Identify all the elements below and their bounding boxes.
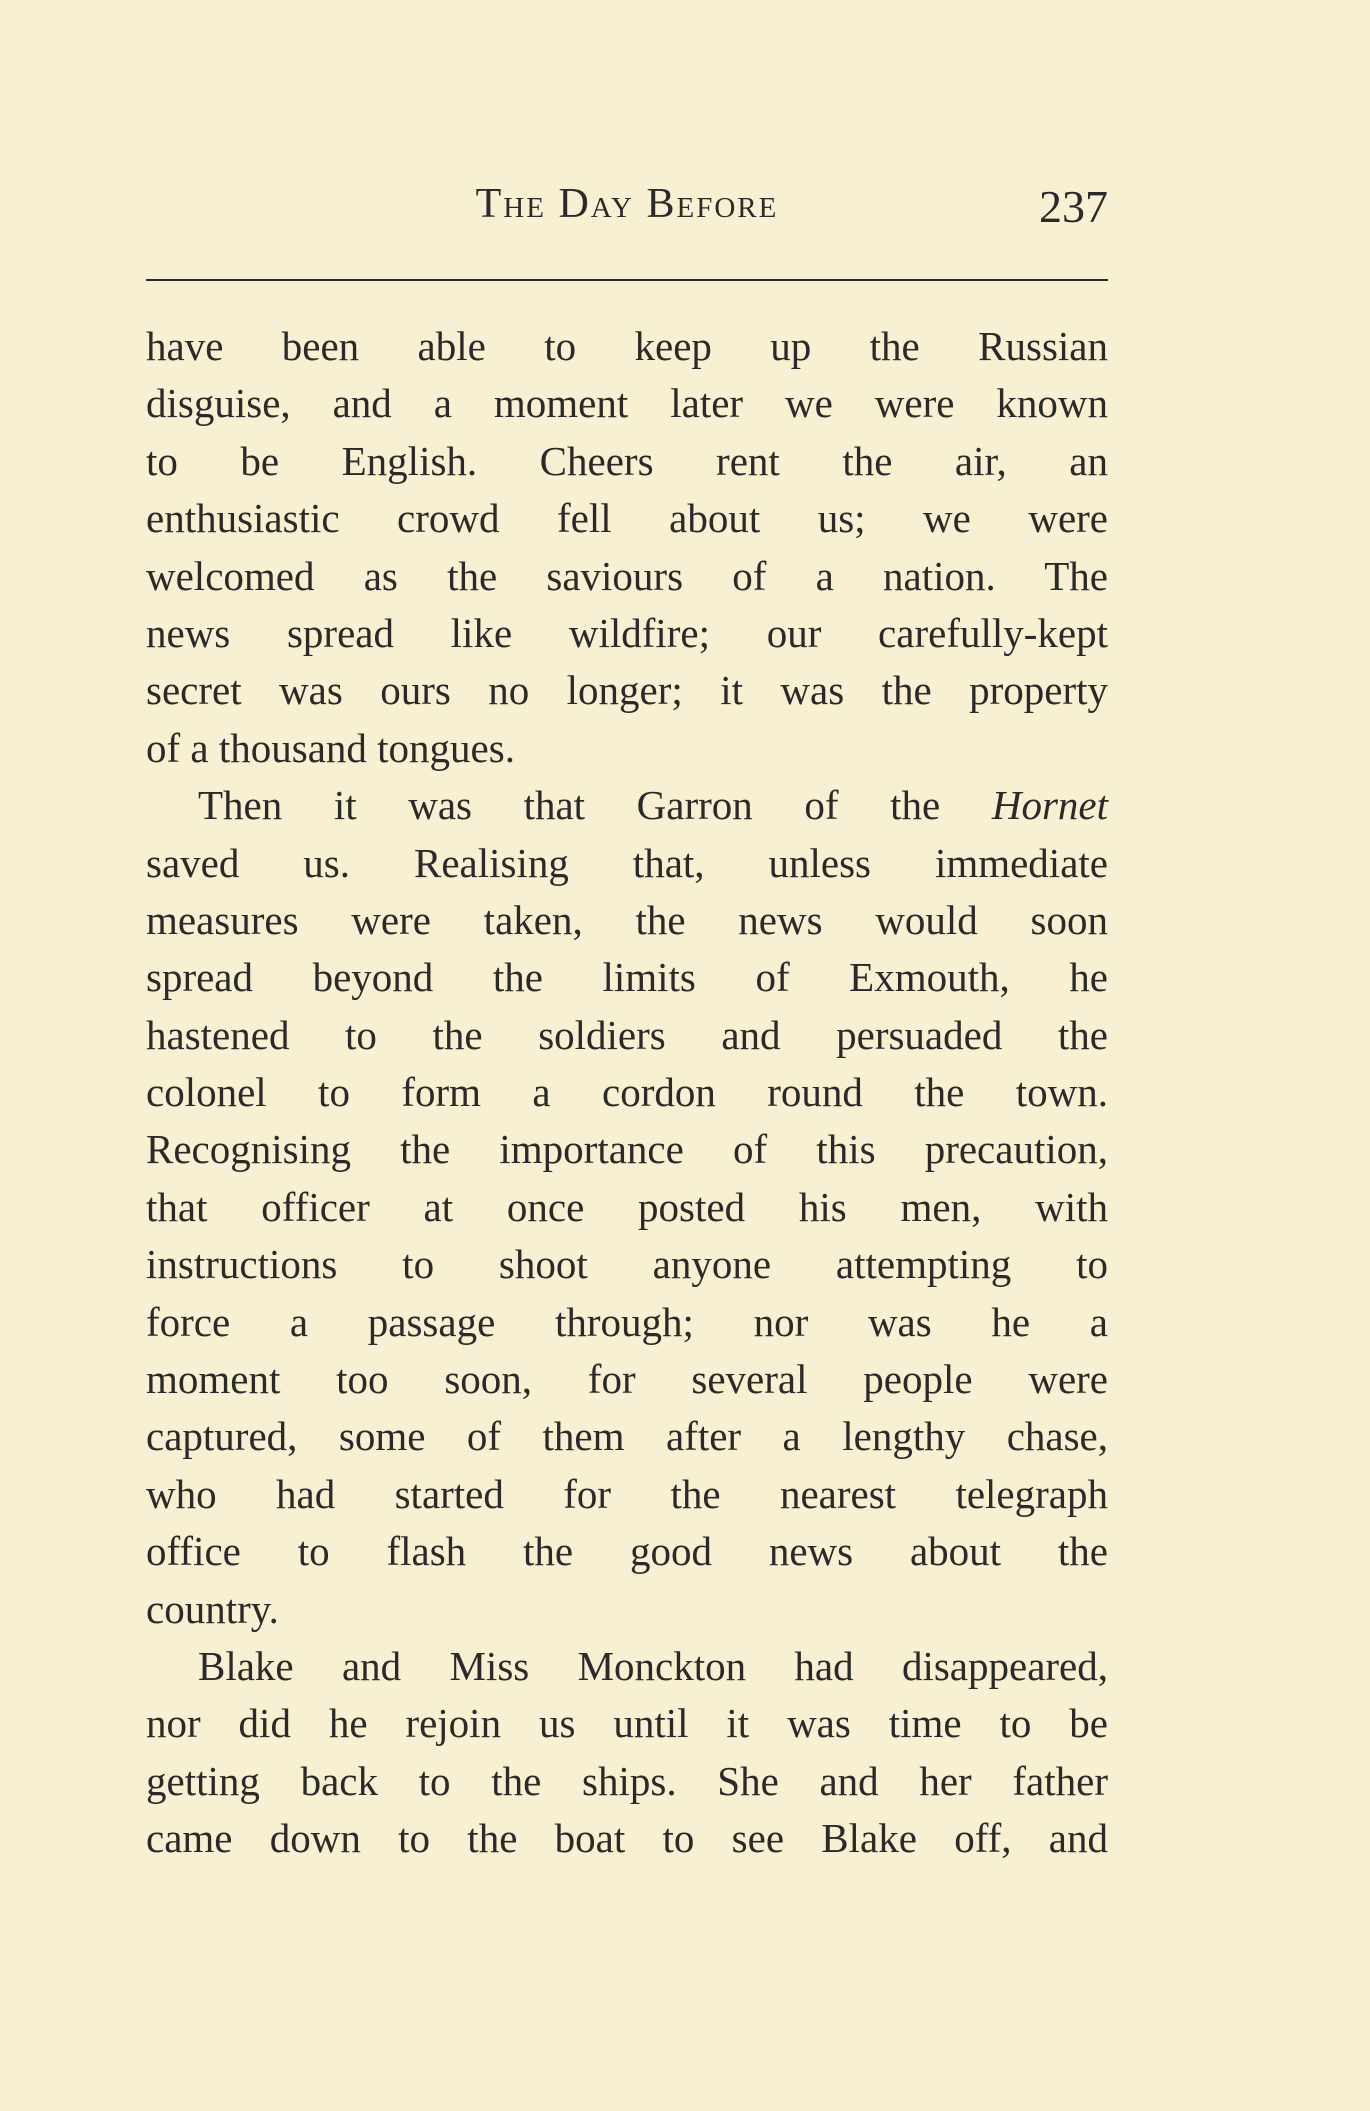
text-line: that officer at once posted his men, with bbox=[146, 1183, 1108, 1230]
header-rule bbox=[146, 279, 1108, 281]
text-line bbox=[146, 777, 1108, 834]
text-line: captured, some of them after a lengthy chase, bbox=[146, 1413, 1108, 1460]
text-line: moment too soon, for several people were bbox=[146, 1356, 1108, 1403]
text-line: colonel to form a cordon round the town. bbox=[146, 1069, 1108, 1116]
text-line: who had started for the nearest telegraph bbox=[146, 1470, 1108, 1517]
text-line: secret was ours no longer; it was the property bbox=[146, 667, 1108, 714]
text-line: disguise, and a moment later we were known bbox=[146, 380, 1108, 427]
running-head bbox=[146, 176, 1108, 236]
text-line: country. bbox=[146, 1585, 279, 1632]
text-line: Blake and Miss Monckton had disappeared, bbox=[198, 1642, 1108, 1689]
text-line: to be English. Cheers rent the air, an bbox=[146, 437, 1108, 484]
text-line: nor did he rejoin us until it was time to be bbox=[146, 1700, 1108, 1747]
text-line: news spread like wildfire; our carefully-kept bbox=[146, 609, 1108, 656]
text-line: saved us. Realising that, unless immediate bbox=[146, 839, 1108, 886]
text-line: force a passage through; nor was he a bbox=[146, 1298, 1108, 1345]
text-line: welcomed as the saviours of a nation. The bbox=[146, 552, 1108, 599]
text-line: office to flash the good news about the bbox=[146, 1528, 1108, 1575]
body-text bbox=[146, 318, 1108, 1868]
page-number: 237 bbox=[1039, 181, 1108, 232]
text-line: of a thousand tongues. bbox=[146, 724, 515, 771]
text-line: came down to the boat to see Blake off, and bbox=[146, 1815, 1108, 1862]
ship-name-italic: Hornet bbox=[991, 782, 1108, 829]
text-line: measures were taken, the news would soon bbox=[146, 896, 1108, 943]
text-line-segment: Then it was that Garron of the bbox=[198, 782, 992, 829]
text-line: getting back to the ships. She and her father bbox=[146, 1757, 1108, 1804]
text-line: enthusiastic crowd fell about us; we were bbox=[146, 495, 1108, 542]
text-line: spread beyond the limits of Exmouth, he bbox=[146, 954, 1108, 1001]
text-line: hastened to the soldiers and persuaded the bbox=[146, 1011, 1108, 1058]
text-line: have been able to keep up the Russian bbox=[146, 323, 1108, 369]
text-line: Recognising the importance of this precaution, bbox=[146, 1126, 1108, 1173]
running-title: The Day Before bbox=[475, 181, 779, 227]
text-line: instructions to shoot anyone attempting to bbox=[146, 1241, 1108, 1288]
